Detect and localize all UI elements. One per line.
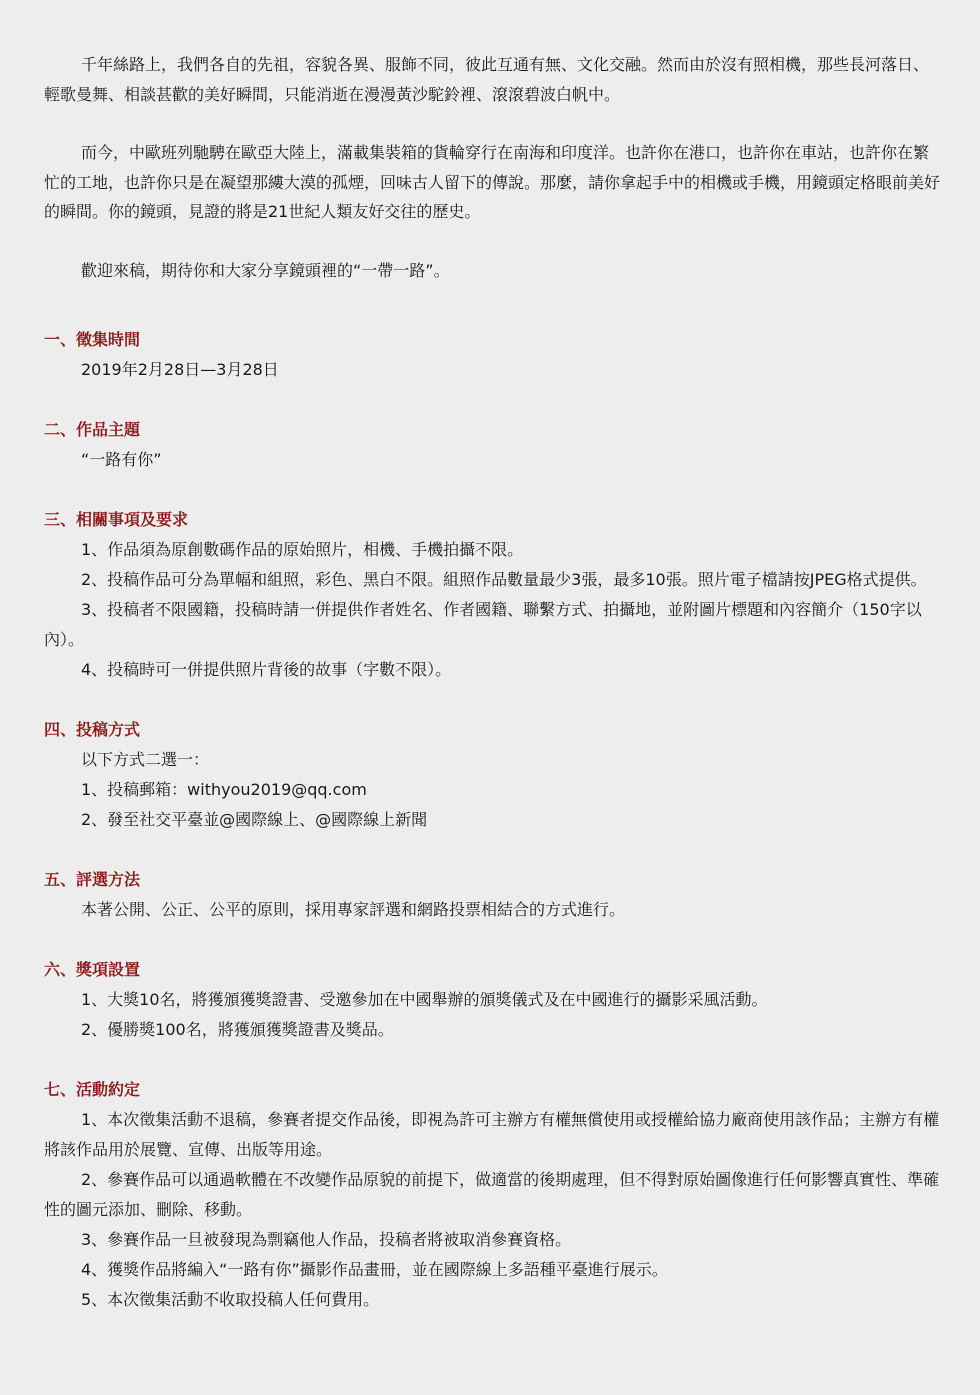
- section-heading: 四、投稿方式: [44, 720, 141, 739]
- section-line: 1、作品須為原創數碼作品的原始照片，相機、手機拍攝不限。: [81, 540, 524, 559]
- section-heading: 五、評選方法: [44, 870, 141, 889]
- section-4: [44, 715, 944, 835]
- section-line: 2、發至社交平臺並@國際線上、@國際線上新聞: [81, 810, 428, 829]
- section-3: [44, 505, 944, 685]
- section-line: 5、本次徵集活動不收取投稿人任何費用。: [81, 1290, 380, 1309]
- section-heading: 六、獎項設置: [44, 960, 141, 979]
- section-line: 3、參賽作品一旦被發現為剽竊他人作品，投稿者將被取消參賽資格。: [81, 1230, 572, 1249]
- section-line: 4、獲獎作品將編入“一路有你”攝影作品畫冊，並在國際線上多語種平臺進行展示。: [81, 1260, 668, 1279]
- section-line: 以下方式二選一：: [81, 750, 210, 769]
- section-line: 4、投稿時可一併提供照片背後的故事（字數不限）。: [81, 660, 452, 679]
- intro-paragraph-1: 千年絲路上，我們各自的先祖，容貌各異、服飾不同，彼此互通有無、文化交融。然而由於沒有照相機，那些長河落日、輕歌曼舞、相談甚歡的美好瞬間，只能消逝在漫漫黃沙駝鈴裡、滾滾碧波白帆中。: [44, 55, 930, 104]
- section-line: 1、大獎10名，將獲頒獲獎證書、受邀參加在中國舉辦的頒獎儀式及在中國進行的攝影采風活動。: [81, 990, 768, 1009]
- section-line: 1、本次徵集活動不退稿，參賽者提交作品後，即視為許可主辦方有權無償使用或授權給協力廠商使用該作品；主辦方有權將該作品用於展覽、宣傳、出版等用途。: [44, 1110, 940, 1159]
- section-line: 1、投稿郵箱：withyou2019@qq.com: [81, 780, 367, 799]
- section-7: [44, 1075, 944, 1315]
- section-line: 2、投稿作品可分為單幅和組照，彩色、黑白不限。組照作品數量最少3張，最多10張。照片電子檔請按JPEG格式提供。: [81, 570, 927, 589]
- section-line: 2、優勝獎100名，將獲頒獲獎證書及獎品。: [81, 1020, 394, 1039]
- section-line: 2、參賽作品可以通過軟體在不改變作品原貌的前提下，做適當的後期處理，但不得對原始圖像進行任何影響真實性、準確性的圖元添加、刪除、移動。: [44, 1170, 940, 1219]
- section-line: 3、投稿者不限國籍，投稿時請一併提供作者姓名、作者國籍、聯繫方式、拍攝地，並附圖片標題和內容簡介（150字以內）。: [44, 600, 922, 649]
- intro-paragraph-2: 而今，中歐班列馳騁在歐亞大陸上，滿載集裝箱的貨輪穿行在南海和印度洋。也許你在港口，也許你在車站，也許你在繁忙的工地，也許你只是在凝望那縷大漠的孤煙，回味古人留下的傳說。那麼，請你拿起手中的相機或手機，用鏡頭定格眼前美好的瞬間。你的鏡頭，見證的將是21世紀人類友好交往的歷史。: [44, 143, 941, 221]
- section-2: [44, 415, 944, 475]
- intro-paragraph-3: 歡迎來稿，期待你和大家分享鏡頭裡的“一帶一路”。: [81, 260, 450, 280]
- section-heading: 一、徵集時間: [44, 330, 141, 349]
- sections: [44, 325, 944, 1315]
- section-heading: 七、活動約定: [44, 1080, 141, 1099]
- section-line: 2019年2月28日—3月28日: [81, 360, 279, 379]
- section-1: [44, 325, 944, 385]
- section-line: “一路有你”: [81, 450, 162, 469]
- section-6: [44, 955, 944, 1045]
- section-5: [44, 865, 944, 925]
- section-heading: 三、相關事項及要求: [44, 510, 189, 529]
- section-heading: 二、作品主題: [44, 420, 141, 439]
- section-line: 本著公開、公正、公平的原則，採用專家評選和網路投票相結合的方式進行。: [81, 900, 626, 919]
